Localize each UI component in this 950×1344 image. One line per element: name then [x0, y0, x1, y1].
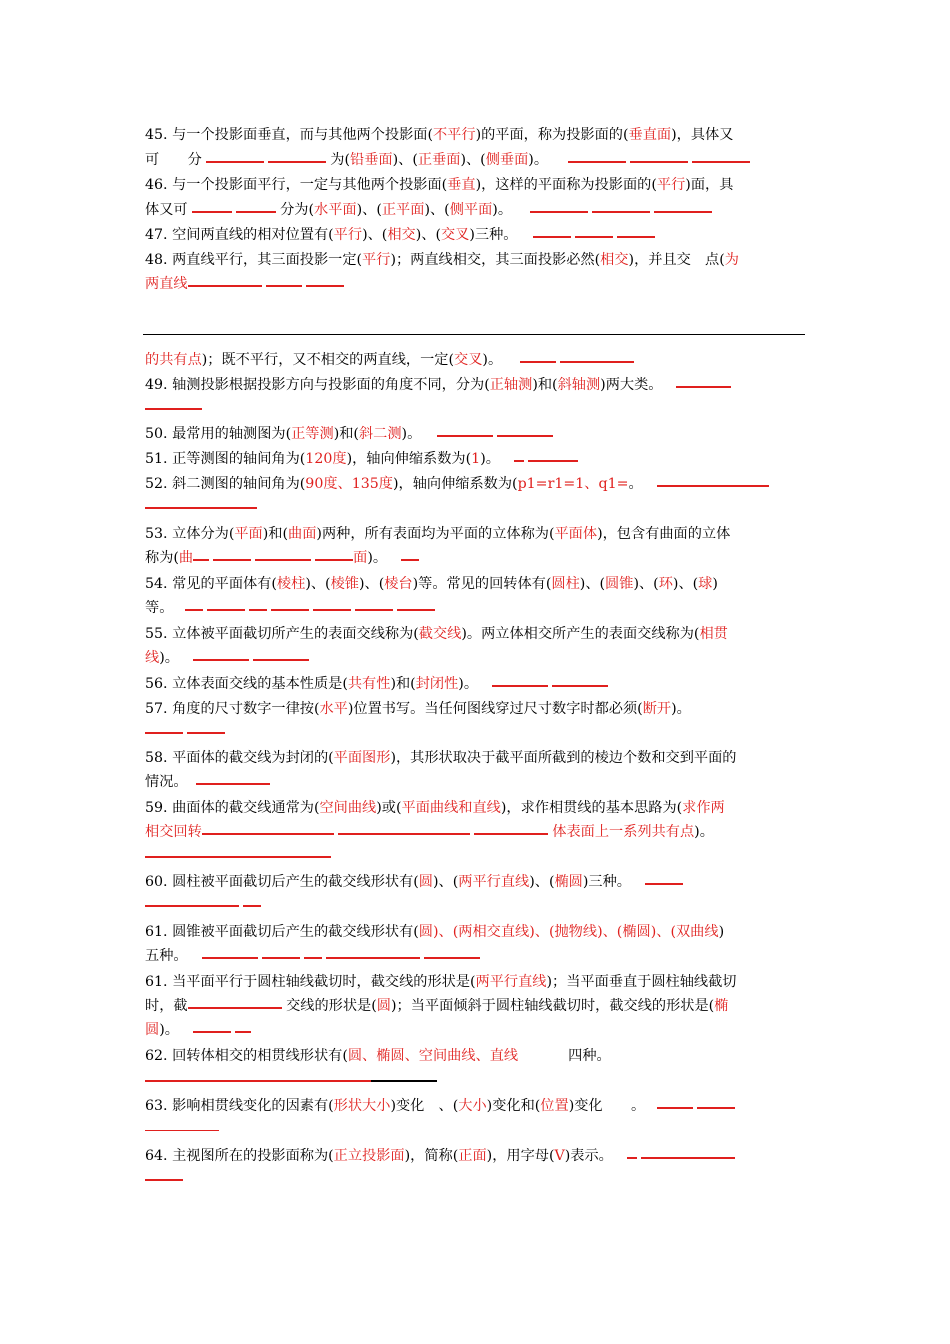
q58-line2	[145, 773, 810, 791]
q50-text: )和(	[333, 426, 359, 442]
q59-line1	[145, 799, 810, 817]
q56-text: 56. 立体表面交线的基本性质是(	[145, 676, 348, 692]
q54-answer-7: 球	[698, 576, 713, 592]
blank-underline	[193, 559, 209, 561]
blank-underline	[192, 211, 232, 213]
q61a-text: )、(	[433, 924, 459, 940]
q48-line2	[145, 275, 810, 293]
q52-text: 。	[628, 476, 643, 492]
q62-answer-1: 圆、椭圆、空间曲线、直线	[347, 1048, 519, 1064]
q59-text: )或(	[376, 800, 402, 816]
q61b-answer-3a: 椭	[714, 998, 729, 1014]
q48-line1	[145, 251, 810, 269]
q53-answer-1: 平面	[234, 526, 263, 542]
q64-text: 64. 主视图所在的投影面称为(	[145, 1148, 334, 1164]
blank-underline	[145, 1179, 183, 1181]
q61b-answer-3b: 圆	[145, 1022, 160, 1038]
blank-underline	[645, 883, 683, 885]
q59-text: )，求作相贯线的基本思路为(	[500, 800, 683, 816]
blank-underline	[243, 905, 261, 907]
q61a-line1	[145, 923, 810, 941]
q60-text: 60. 圆柱被平面截切后产生的截交线形状有(	[145, 874, 419, 890]
q48-text: )。	[482, 352, 503, 368]
blank-underline	[497, 435, 553, 437]
q58-text: )，其形状取决于截平面所截到的棱边个数和交到平面的	[390, 750, 737, 766]
blank-underline	[371, 1080, 437, 1082]
q63-answer-2: 大小	[458, 1098, 487, 1114]
q58-text: 情况。	[145, 774, 188, 790]
q56-text: )。	[458, 676, 479, 692]
blank-underline	[533, 236, 571, 238]
q46-answer-5: 侧平面	[449, 202, 493, 218]
blank-underline	[338, 833, 470, 835]
q49-answer-1: 正轴测	[489, 377, 533, 393]
q64-answer-2: 正面	[458, 1148, 487, 1164]
q60-text: )、(	[529, 874, 555, 890]
q47-text: )、(	[415, 227, 441, 243]
blank-underline	[268, 161, 326, 163]
q45-text: )。	[528, 152, 549, 168]
q57-answer-2: 断开	[642, 701, 672, 717]
q45-text: )、(	[460, 152, 486, 168]
q54-text: )、(	[633, 576, 659, 592]
q45-text: 为(	[330, 152, 351, 168]
blank-underline	[641, 1157, 735, 1159]
q61b-answer-2: 圆	[376, 998, 391, 1014]
q63-text: )变化和(	[486, 1098, 541, 1114]
q61a-text: )、(	[597, 924, 623, 940]
blank-underline	[560, 361, 634, 363]
blank-underline	[271, 609, 309, 611]
blank-underline	[185, 609, 203, 611]
q46-answer-2: 平行	[656, 177, 686, 193]
blank-underline	[654, 211, 712, 213]
q59-text: )。	[694, 824, 714, 840]
q62-text: 62. 回转体相交的相贯线形状有(	[145, 1048, 348, 1064]
q48-answer-3b: 两直线	[145, 276, 188, 292]
blank-underline	[262, 957, 300, 959]
q57-line	[145, 700, 810, 718]
q54-answer-4: 圆柱	[551, 576, 580, 592]
q49-text: )和(	[532, 377, 558, 393]
q61b-text: 交线的形状是(	[286, 998, 377, 1014]
q47-line	[145, 226, 810, 244]
q45-line1	[145, 126, 810, 144]
q64-underline-row	[145, 1169, 810, 1187]
q61a-text: )、(	[529, 924, 555, 940]
q54-text: )、(	[672, 576, 699, 592]
blank-underline	[630, 161, 688, 163]
q63-underline-row	[145, 1119, 810, 1137]
q61b-line2	[145, 997, 810, 1015]
blank-underline	[355, 609, 393, 611]
q55-answer-1: 截交线	[418, 626, 462, 642]
q52-text: 52. 斜二测图的轴间角为(	[145, 476, 306, 492]
q64-answer-3: V	[554, 1148, 565, 1164]
q61a-answer-5: 双曲线	[675, 924, 719, 940]
blank-underline	[188, 285, 262, 287]
blank-underline	[202, 957, 258, 959]
q63-answer-1: 形状大小	[333, 1098, 391, 1114]
blank-underline	[401, 559, 419, 561]
blank-underline	[145, 408, 202, 410]
blank-underline	[676, 386, 731, 388]
q48-text: )；两直线相交，其三面投影必然(	[390, 252, 601, 268]
q64-text: )，用字母(	[486, 1148, 555, 1164]
q53-text: 称为(	[145, 550, 179, 566]
blank-underline	[514, 460, 524, 462]
blank-underline	[253, 659, 309, 661]
q52-text: )，轴向伸缩系数为(	[393, 476, 518, 492]
q56-line	[145, 675, 810, 693]
q45-answer-5: 侧垂面	[485, 152, 529, 168]
q63-answer-3: 位置	[540, 1098, 569, 1114]
blank-underline	[188, 1007, 282, 1009]
q48-answer-4: 交叉	[454, 352, 483, 368]
q52-underline-row	[145, 497, 810, 515]
q52-line	[145, 475, 810, 493]
q57-text: )。	[671, 701, 691, 717]
q46-text: )、(	[356, 202, 382, 218]
blank-underline	[193, 659, 249, 661]
q45-text: 可 分	[145, 152, 202, 168]
blank-underline	[424, 957, 480, 959]
q48-answer-2: 相交	[600, 252, 629, 268]
q50-line	[145, 425, 810, 443]
blank-underline	[397, 609, 435, 611]
q46-text: )面，具	[685, 177, 734, 193]
q57-text: )位置书写。当任何图线穿过尺寸数字时都必须(	[347, 701, 643, 717]
q61b-line3	[145, 1021, 810, 1039]
blank-underline	[145, 507, 257, 509]
q54-answer-3: 棱台	[384, 576, 413, 592]
q58-answer-1: 平面图形	[333, 750, 391, 766]
q60-underline-row	[145, 895, 810, 913]
blank-underline	[255, 559, 311, 561]
q47-answer-1: 平行	[333, 227, 363, 243]
q50-text: 50. 最常用的轴测图为(	[145, 426, 292, 442]
q55-answer-2b: 线	[145, 650, 160, 666]
blank-underline	[326, 957, 420, 959]
q58-line1	[145, 749, 810, 767]
q48-answer-1: 平行	[362, 252, 391, 268]
q54-text: )、(	[305, 576, 331, 592]
blank-underline	[315, 559, 353, 561]
blank-underline	[492, 685, 548, 687]
blank-underline	[552, 685, 608, 687]
q49-answer-2: 斜轴测	[557, 377, 601, 393]
q61b-text: )；当平面垂直于圆柱轴线截切	[546, 974, 737, 990]
q55-text: )。两立体相交所产生的表面交线称为(	[461, 626, 700, 642]
blank-underline	[474, 833, 548, 835]
q53-text: )。	[367, 550, 388, 566]
q55-text: )。	[159, 650, 179, 666]
q54-answer-5: 圆锥	[605, 576, 634, 592]
q54-line1	[145, 575, 810, 593]
q62-underline-row	[145, 1070, 810, 1088]
q61a-answer-1: 圆	[418, 924, 433, 940]
blank-underline	[202, 833, 334, 835]
q61b-answer-1: 两平行直线	[475, 974, 547, 990]
q48-text: )；既不平行，又不相交的两直线，一定(	[201, 352, 455, 368]
q53-answer-2: 曲面	[288, 526, 317, 542]
q54-text: )、(	[579, 576, 606, 592]
q53-line2	[145, 549, 810, 567]
q59-underline-row	[145, 846, 810, 864]
q54-answer-6: 环	[658, 576, 673, 592]
blank-underline	[207, 609, 245, 611]
blank-underline	[236, 211, 276, 213]
q54-text: )	[712, 576, 718, 592]
q64-answer-1: 正立投影面	[333, 1148, 405, 1164]
blank-underline	[313, 609, 351, 611]
q48-line3	[145, 351, 810, 369]
q53-answer-4b: 面	[353, 550, 368, 566]
blank-underline	[249, 609, 267, 611]
q45-line2	[145, 151, 810, 169]
q62-text: 四种。	[568, 1048, 611, 1064]
q51-answer-1: 120度	[305, 451, 347, 467]
q61b-text: 61. 当平面平行于圆柱轴线截切时，截交线的形状是(	[145, 974, 476, 990]
q46-answer-3: 水平面	[314, 202, 357, 218]
blank-underline	[657, 1107, 693, 1109]
blank-underline	[145, 1130, 219, 1131]
q59-answer-2: 平面曲线和直线	[401, 800, 501, 816]
q45-answer-3: 铅垂面	[350, 152, 393, 168]
q60-line	[145, 873, 810, 891]
q46-text: 46. 与一个投影面平行，一定与其他两个投影面(	[145, 177, 448, 193]
horizontal-rule	[143, 334, 805, 335]
q46-text: )。	[492, 202, 513, 218]
q60-text: )三种。	[582, 874, 631, 890]
blank-underline	[196, 783, 270, 785]
q46-text: )，这样的平面称为投影面的(	[475, 177, 657, 193]
q61b-text: )。	[159, 1022, 179, 1038]
q47-text: 47. 空间两直线的相对位置有(	[145, 227, 334, 243]
q50-answer-1: 正等测	[291, 426, 334, 442]
q46-answer-4: 正平面	[381, 202, 425, 218]
q46-line1	[145, 176, 810, 194]
blank-underline	[187, 732, 225, 734]
q61a-line2	[145, 947, 810, 965]
q57-answer-1: 水平	[319, 701, 348, 717]
q53-text: )两种，所有表面均为平面的立体称为(	[316, 526, 555, 542]
q47-answer-2: 相交	[387, 227, 416, 243]
q64-line	[145, 1147, 810, 1165]
q59-text: 59. 曲面体的截交线通常为(	[145, 800, 320, 816]
q61b-line1	[145, 973, 810, 991]
blank-underline	[304, 957, 322, 959]
q63-text: )变化 、(	[390, 1098, 459, 1114]
q51-text: )，轴向伸缩系数为(	[346, 451, 472, 467]
q56-answer-1: 共有性	[347, 676, 391, 692]
q61b-text: )；当平面倾斜于圆柱轴线截切时，截交线的形状是(	[390, 998, 715, 1014]
blank-underline	[213, 559, 251, 561]
q45-text: 45. 与一个投影面垂直，而与其他两个投影面(	[145, 127, 433, 143]
q59-line2	[145, 823, 810, 841]
q61b-text: 时，截	[145, 998, 188, 1014]
q51-answer-2: 1	[471, 451, 481, 467]
q53-answer-3: 平面体	[554, 526, 598, 542]
q61a-text: 61. 圆锥被平面截切后产生的截交线形状有(	[145, 924, 419, 940]
q56-answer-2: 封闭性	[415, 676, 459, 692]
q46-line2	[145, 201, 810, 219]
q45-answer-1: 不平行	[432, 127, 476, 143]
blank-underline	[575, 236, 613, 238]
blank-underline	[145, 732, 183, 734]
blank-underline	[235, 1031, 251, 1033]
blank-underline	[627, 1157, 637, 1159]
q61a-text: )、(	[650, 924, 676, 940]
blank-underline	[437, 435, 493, 437]
q53-text: 53. 立体分为(	[145, 526, 235, 542]
q62-line	[145, 1047, 810, 1065]
q57-underline-row	[145, 722, 810, 740]
q59-answer-3b: 相交回转	[145, 824, 202, 840]
q48-answer-3c: 的共有点	[145, 352, 202, 368]
blank-underline	[193, 1031, 231, 1033]
q53-text: )，包含有曲面的立体	[597, 526, 731, 542]
q58-text: 58. 平面体的截交线为封闭的(	[145, 750, 334, 766]
q61a-answer-2: 两相交直线	[458, 924, 530, 940]
blank-underline	[657, 485, 769, 487]
q61a-answer-4: 椭圆	[622, 924, 651, 940]
q48-text: 48. 两直线平行，其三面投影一定(	[145, 252, 363, 268]
q54-answer-1: 棱柱	[276, 576, 306, 592]
q54-text: 等。	[145, 600, 174, 616]
q51-line	[145, 450, 810, 468]
q48-text: )，并且交 点(	[628, 252, 725, 268]
q60-answer-2: 两平行直线	[458, 874, 530, 890]
q59-answer-3a: 求作两	[682, 800, 725, 816]
blank-underline	[266, 285, 302, 287]
blank-underline	[520, 361, 556, 363]
q60-text: )、(	[433, 874, 459, 890]
q64-text: )表示。	[564, 1148, 613, 1164]
q49-text: 49. 轴测投影根据投影方向与投影面的角度不同，分为(	[145, 377, 490, 393]
q60-answer-3: 椭圆	[554, 874, 583, 890]
q59-answer-3c: 体表面上一系列共有点	[552, 824, 695, 840]
blank-underline	[568, 161, 626, 163]
q56-text: )和(	[390, 676, 416, 692]
q49-underline-row	[145, 398, 810, 416]
q52-answer-2: p1=r1=1、q1=	[517, 476, 629, 492]
q46-text: )、(	[424, 202, 450, 218]
blank-underline	[530, 211, 588, 213]
blank-underline	[697, 1107, 735, 1109]
blank-underline	[145, 1080, 371, 1082]
q49-line	[145, 376, 810, 394]
q49-text: )两大类。	[600, 377, 663, 393]
q45-answer-4: 正垂面	[417, 152, 461, 168]
q63-text: 63. 影响相贯线变化的因素有(	[145, 1098, 334, 1114]
q47-text: )三种。	[469, 227, 518, 243]
blank-underline	[592, 211, 650, 213]
q55-line2	[145, 649, 810, 667]
q48-answer-3a: 为	[724, 252, 739, 268]
blank-underline	[306, 285, 344, 287]
q57-text: 57. 角度的尺寸数字一律按(	[145, 701, 320, 717]
q50-answer-2: 斜二测	[358, 426, 402, 442]
q46-text: 分为(	[280, 202, 315, 218]
q47-answer-3: 交叉	[440, 227, 470, 243]
q52-answer-1: 90度、135度	[305, 476, 393, 492]
q61a-answer-3: 抛物线	[554, 924, 598, 940]
q53-line1	[145, 525, 810, 543]
q60-answer-1: 圆	[418, 874, 433, 890]
q45-answer-2: 垂直面	[628, 127, 672, 143]
blank-underline	[692, 161, 750, 163]
q64-text: )，简称(	[404, 1148, 459, 1164]
q51-text: 51. 正等测图的轴间角为(	[145, 451, 306, 467]
q61a-text: )	[718, 924, 725, 940]
q59-answer-1: 空间曲线	[319, 800, 377, 816]
q55-line1	[145, 625, 810, 643]
q53-text: )和(	[262, 526, 289, 542]
blank-underline	[206, 161, 264, 163]
q50-text: )。	[401, 426, 422, 442]
blank-underline	[528, 460, 578, 462]
q45-text: )、(	[392, 152, 418, 168]
q61a-text: 五种。	[145, 948, 188, 964]
q46-answer-1: 垂直	[447, 177, 476, 193]
q55-text: 55. 立体被平面截切所产生的表面交线称为(	[145, 626, 419, 642]
q53-answer-4a: 曲	[178, 550, 194, 566]
q54-text: )、(	[358, 576, 385, 592]
q54-answer-2: 棱锥	[330, 576, 359, 592]
q54-text: 54. 常见的平面体有(	[145, 576, 277, 592]
blank-underline	[617, 236, 655, 238]
q45-text: )，具体又	[671, 127, 734, 143]
q54-line2	[145, 599, 810, 617]
blank-underline	[145, 905, 239, 907]
q47-text: )、(	[362, 227, 388, 243]
q55-answer-2a: 相贯	[699, 626, 728, 642]
q51-text: )。	[480, 451, 500, 467]
q45-text: )的平面，称为投影面的(	[475, 127, 629, 143]
q46-text: 体又可	[145, 202, 188, 218]
q63-text: )变化 。	[568, 1098, 646, 1114]
q54-text: )等。常见的回转体有(	[412, 576, 552, 592]
q63-line	[145, 1097, 810, 1115]
blank-underline	[145, 856, 331, 858]
